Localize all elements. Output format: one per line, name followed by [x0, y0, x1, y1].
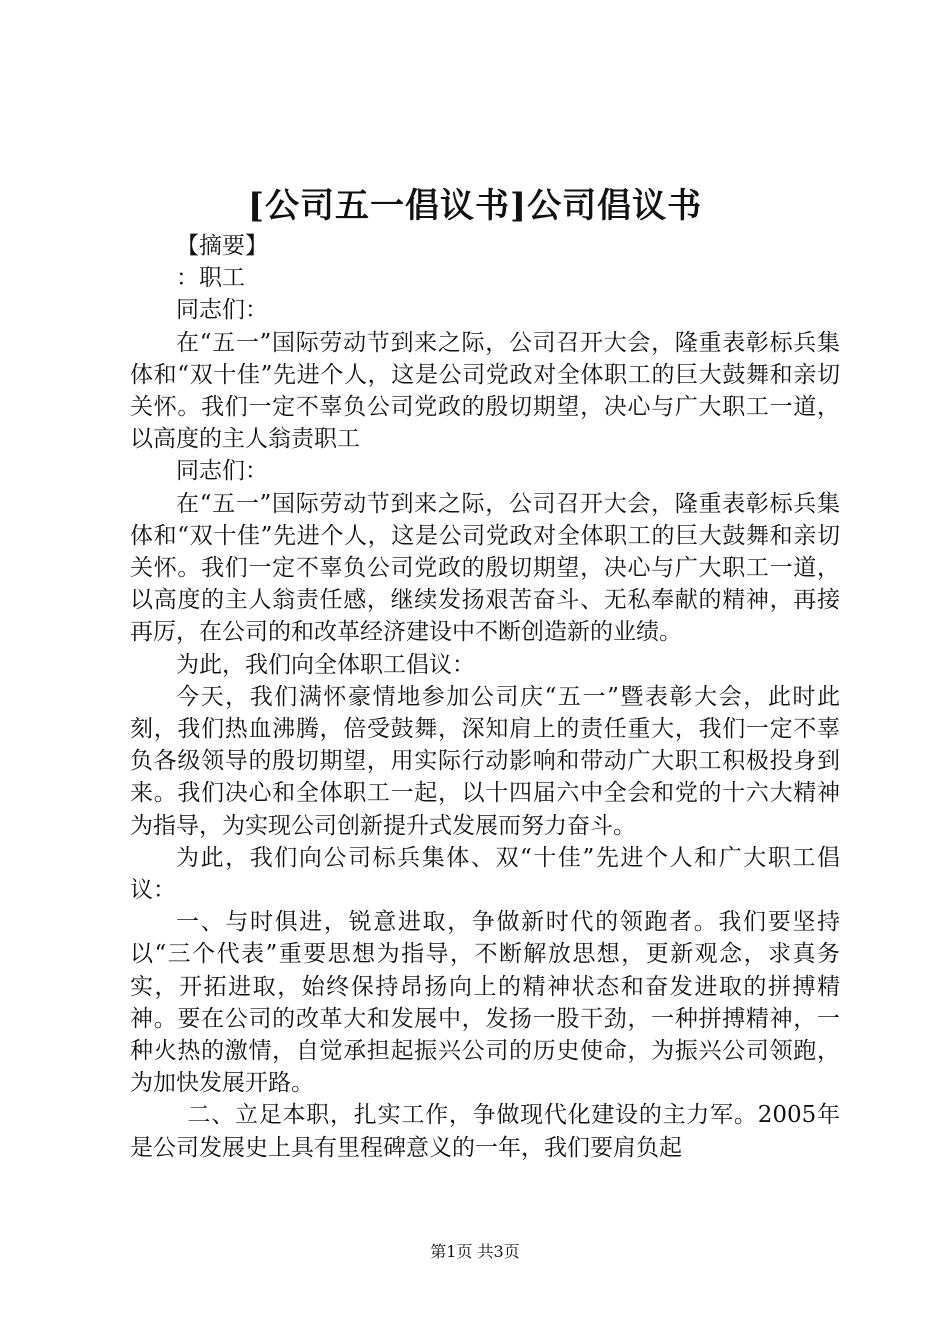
document-title: [公司五一倡议书]公司倡议书 [247, 186, 703, 226]
abstract-heading: 【摘要】 [176, 233, 268, 259]
salutation: 同志们： [176, 297, 268, 324]
salutation: 同志们： [176, 458, 268, 485]
page-footer: 第1页 共3页 [430, 1242, 520, 1261]
body-paragraph: 二、立足本职，扎实工作，争做现代化建设的主力军。2005年是公司发展史上具有里程碑意义的一年，我们要肩负起 [130, 1102, 840, 1161]
body-paragraph: 为此，我们向公司标兵集体、双“十佳”先进个人和广大职工倡议： [130, 844, 840, 904]
body-paragraph: 一、与时俱进，锐意进取，争做新时代的领跑者。我们要坚持以“三个代表”重要思想为指导，不断解放思想，更新观念，求真务实，开拓进取，始终保持昂扬向上的精神状态和奋发进取的拼搏精神。要在公司的改革大和发展中，发扬一股干劲，一种拼搏精神，一种火热的激情，自觉承担起振兴公司的历史使命，为振兴公司领跑，为加快发展开路。 [130, 909, 840, 1097]
body-paragraph: 在“五一”国际劳动节到来之际，公司召开大会，隆重表彰标兵集体和“双十佳”先进个人，这是公司党政对全体职工的巨大鼓舞和亲切关怀。我们一定不辜负公司党政的殷切期望，决心与广大职工一道，以高度的主人翁责职工 [130, 329, 840, 453]
document-body [130, 230, 840, 1164]
body-paragraph: 在“五一”国际劳动节到来之际，公司召开大会，隆重表彰标兵集体和“双十佳”先进个人，这是公司党政对全体职工的巨大鼓舞和亲切关怀。我们一定不辜负公司党政的殷切期望，决心与广大职工一道，以高度的主人翁责任感，继续发扬艰苦奋斗、无私奉献的精神，再接再厉，在公司的和改革经济建设中不断创造新的业绩。 [130, 490, 840, 646]
body-paragraph: 为此，我们向全体职工倡议： [176, 651, 475, 678]
body-paragraph: 今天，我们满怀豪情地参加公司庆“五一”暨表彰大会，此时此刻，我们热血沸腾，倍受鼓舞，深知肩上的责任重大，我们一定不辜负各级领导的殷切期望，用实际行动影响和带动广大职工积极投身到来。我们决心和全体职工一起，以十四届六中全会和党的十六大精神为指导，为实现公司创新提升式发展而努力奋斗。 [130, 683, 840, 839]
addressee-line: ：职工 [176, 265, 245, 292]
